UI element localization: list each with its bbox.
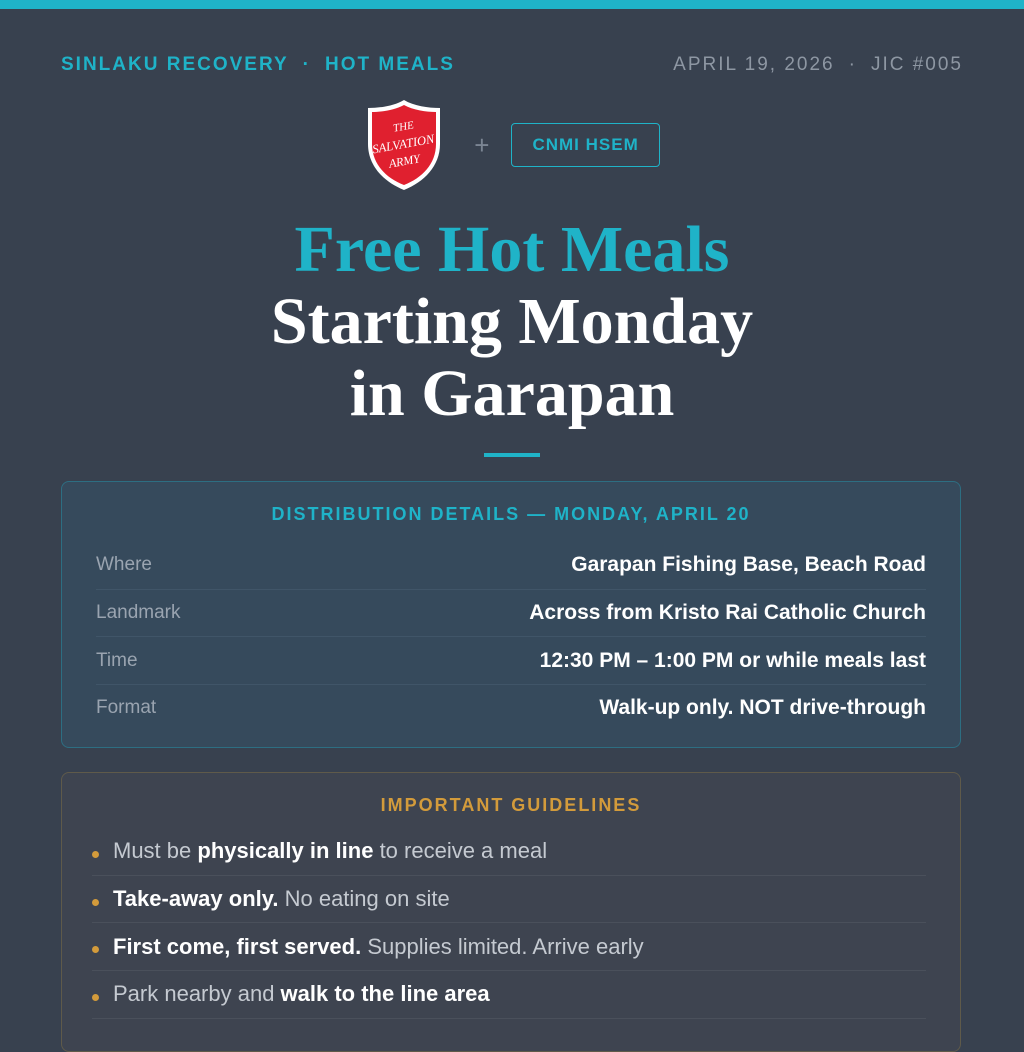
headline — [0, 214, 1024, 430]
details-rows — [96, 542, 926, 732]
row-label: Where — [96, 554, 152, 576]
important-guidelines-card — [61, 772, 961, 1052]
svg-text:THE: THE — [392, 119, 416, 135]
header-hot-meals: HOT MEALS — [324, 54, 455, 75]
top-accent-bar — [0, 0, 1024, 9]
row-value: Walk-up only. NOT drive-through — [599, 696, 926, 720]
list-item: Must be physically in line to receive a meal — [92, 828, 926, 876]
partner-logos — [0, 98, 1024, 192]
salvation-army-shield-icon — [364, 98, 444, 192]
headline-line-2: Starting Monday — [270, 285, 754, 358]
list-item: Park nearby and walk to the line area — [92, 971, 926, 1019]
details-row-time — [96, 637, 926, 685]
distribution-details-card — [61, 481, 961, 748]
row-value: 12:30 PM – 1:00 PM or while meals last — [539, 648, 926, 672]
header-recovery: SINLAKU RECOVERY — [61, 54, 289, 75]
guidelines-title: IMPORTANT GUIDELINES — [380, 795, 642, 815]
guidelines-list — [92, 828, 926, 1019]
bullet-icon — [92, 851, 99, 858]
list-item: First come, first served. Supplies limited. Arrive early — [92, 923, 926, 971]
details-row-format — [96, 685, 926, 732]
bullet-icon — [92, 946, 99, 953]
headline-line-1: Free Hot Meals — [294, 213, 730, 286]
details-row-where — [96, 542, 926, 590]
row-label: Landmark — [96, 602, 181, 624]
row-value: Garapan Fishing Base, Beach Road — [571, 553, 926, 577]
header-program: SINLAKU RECOVERY · HOT MEALS — [61, 54, 455, 75]
plus-sign: + — [474, 129, 490, 160]
row-label: Format — [96, 697, 157, 719]
details-row-landmark — [96, 590, 926, 638]
cnmi-hsem-badge: CNMI HSEM — [511, 123, 659, 167]
svg-text:ARMY: ARMY — [387, 151, 422, 171]
header-jic-number: JIC #005 — [870, 54, 963, 75]
row-value: Across from Kristo Rai Catholic Church — [529, 601, 926, 625]
row-label: Time — [96, 649, 138, 671]
svg-text:SALVATION: SALVATION — [371, 131, 436, 157]
list-item: Take-away only. No eating on site — [92, 876, 926, 924]
bullet-icon — [92, 994, 99, 1001]
headline-divider — [484, 453, 540, 457]
headline-line-3: in Garapan — [349, 357, 675, 430]
header-date: APRIL 19, 2026 — [673, 54, 835, 75]
header-meta: APRIL 19, 2026 · JIC #005 — [673, 54, 963, 75]
header — [61, 53, 963, 77]
details-title: DISTRIBUTION DETAILS — MONDAY, APRIL 20 — [271, 504, 751, 524]
bullet-icon — [92, 899, 99, 906]
